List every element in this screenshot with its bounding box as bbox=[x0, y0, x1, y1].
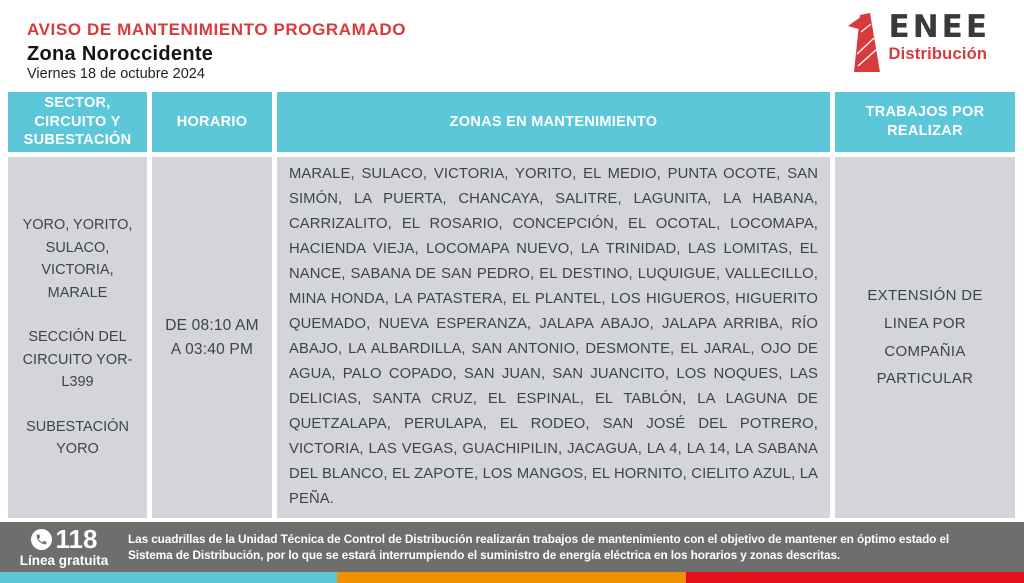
sector-group-circuito: SECCIÓN DEL CIRCUITO YOR-L399 bbox=[22, 329, 133, 391]
cell-trabajos: EXTENSIÓN DE LINEA POR COMPAÑIA PARTICULAR bbox=[835, 157, 1015, 518]
col-header-sector: SECTOR, CIRCUITO Y SUBESTACIÓN bbox=[8, 92, 147, 152]
power-tower-icon bbox=[847, 12, 883, 74]
sector-group-municipios: YORO, YORITO, SULACO, VICTORIA, MARALE bbox=[22, 217, 133, 301]
stripe-cyan bbox=[0, 572, 337, 583]
maintenance-table bbox=[8, 92, 1015, 518]
hotline-number: 118 bbox=[55, 524, 98, 554]
zone-title: Zona Noroccidente bbox=[27, 43, 214, 65]
bottom-stripes bbox=[0, 572, 1024, 583]
notice-date: Viernes 18 de octubre 2024 bbox=[27, 66, 205, 82]
col-header-horario: HORARIO bbox=[152, 92, 272, 152]
cell-sector bbox=[8, 157, 147, 518]
hotline-block bbox=[0, 526, 128, 568]
horario-from: DE 08:10 AM bbox=[165, 317, 259, 335]
horario-to: A 03:40 PM bbox=[170, 340, 254, 358]
cell-zonas: MARALE, SULACO, VICTORIA, YORITO, EL MEDIO, PUNTA OCOTE, SAN SIMÓN, LA PUERTA, CHANCAYA, SALITRE, LAGUNITA, LA HABANA, CARRIZALITO, EL ROSARIO, CONCEPCIÓN, EL OCOTAL, LOCOMAPA, HACIENDA VIEJA, LOCOMAPA NUEVO, LA TRINIDAD, LAS LOMITAS, EL NANCE, SABANA DE SAN PEDRO, EL DESTINO, LUQUIGUE, VALLECILLO, MINA HONDA, LA PATASTERA, EL PLANTEL, LOS HIGUEROS, HIGUERITO QUEMADO, NUEVA ESPERANZA, JALAPA ABAJO, JALAPA ARRIBA, RÍO ABAJO, LA ALBARDILLA, SAN ANTONIO, DESMONTE, EL JARAL, OJO DE AGUA, PALO COPADO, SAN JUAN, SAN JUANCITO, LOS NOQUES, LAS DELICIAS, SANTA CRUZ, EL ESPINAL, EL TABLÓN, LA LAGUNA DE QUETZALAPA, PERULAPA, EL RODEO, SAN JOSÉ DEL POTRERO, VICTORIA, LAS VEGAS, GUACHIPILIN, JACAGUA, LA 4, LA 14, LA SABANA DEL BLANCO, EL ZAPOTE, LOS MANGOS, EL HORNITO, CIELITO AZUL, LA PEÑA. bbox=[277, 157, 830, 518]
stripe-red bbox=[686, 572, 1024, 583]
notice-title: AVISO DE MANTENIMIENTO PROGRAMADO bbox=[27, 20, 407, 39]
phone-icon bbox=[31, 529, 52, 550]
sector-group-subestacion: SUBESTACIÓN YORO bbox=[26, 418, 129, 458]
logo-name: ENEE bbox=[888, 9, 990, 45]
hotline-label: Línea gratuita bbox=[19, 553, 109, 568]
enee-logo bbox=[847, 9, 990, 74]
cell-horario bbox=[152, 157, 272, 518]
col-header-trabajos: TRABAJOS POR REALIZAR bbox=[835, 92, 1015, 152]
stripe-orange bbox=[337, 572, 686, 583]
footer-notice: Las cuadrillas de la Unidad Técnica de Control de Distribución realizarán trabajos de mantenimiento con el objetivo de mantener en óptimo estado el Sistema de Distribución, por lo que se estará interrumpiendo el suministro de energía eléctrica en los horarios y zonas descritas. bbox=[128, 532, 950, 562]
col-header-zonas: ZONAS EN MANTENIMIENTO bbox=[277, 92, 830, 152]
footer-bar bbox=[0, 522, 1024, 572]
logo-subtitle: Distribución bbox=[888, 45, 988, 63]
